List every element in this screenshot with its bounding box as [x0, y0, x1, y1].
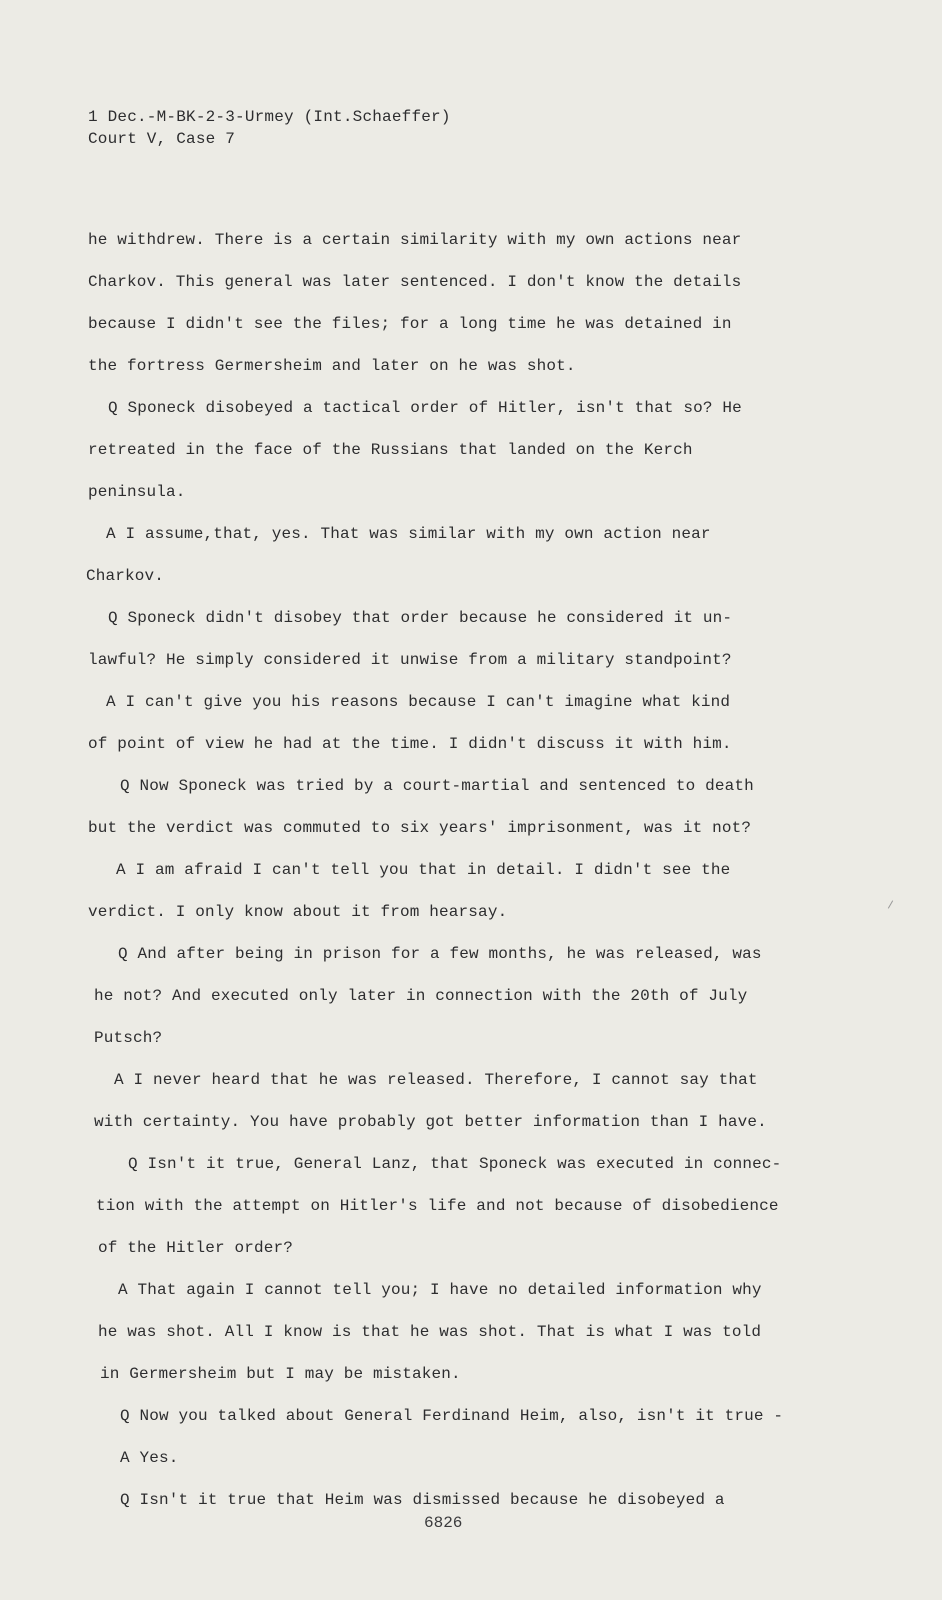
transcript-line: Q Now Sponeck was tried by a court-martial and sentenced to death — [120, 777, 754, 795]
transcript-line: peninsula. — [88, 483, 186, 501]
transcript-line: Q Isn't it true that Heim was dismissed because he disobeyed a — [120, 1491, 725, 1509]
transcript-line: A I never heard that he was released. Therefore, I cannot say that — [114, 1071, 758, 1089]
transcript-line: he withdrew. There is a certain similarity with my own actions near — [88, 231, 742, 249]
transcript-line: lawful? He simply considered it unwise from a military standpoint? — [88, 651, 732, 669]
transcript-line: because I didn't see the files; for a long time he was detained in — [88, 315, 732, 333]
header — [88, 106, 451, 150]
transcript-line: with certainty. You have probably got better information than I have. — [94, 1113, 767, 1131]
transcript-line: Charkov. This general was later sentenced. I don't know the details — [88, 273, 742, 291]
transcript-line: Q Now you talked about General Ferdinand Heim, also, isn't it true - — [120, 1407, 784, 1425]
transcript-line: in Germersheim but I may be mistaken. — [100, 1365, 461, 1383]
transcript-line: A I assume,that, yes. That was similar with my own action near — [106, 525, 711, 543]
transcript-line: A That again I cannot tell you; I have no detailed information why — [118, 1281, 762, 1299]
transcript-line: A I can't give you his reasons because I can't imagine what kind — [106, 693, 731, 711]
transcript-line: A I am afraid I can't tell you that in detail. I didn't see the — [116, 861, 731, 879]
transcript-line: verdict. I only know about it from hearsay. — [88, 903, 508, 921]
transcript-line: A Yes. — [120, 1449, 179, 1467]
transcript-line: of point of view he had at the time. I didn't discuss it with him. — [88, 735, 732, 753]
transcript-line: he not? And executed only later in connection with the 20th of July — [94, 987, 748, 1005]
transcript-line: he was shot. All I know is that he was shot. That is what I was told — [98, 1323, 762, 1341]
transcript-line: Q Sponeck disobeyed a tactical order of Hitler, isn't that so? He — [108, 399, 742, 417]
transcript-line: but the verdict was commuted to six years' imprisonment, was it not? — [88, 819, 752, 837]
transcript-line: Putsch? — [94, 1029, 163, 1047]
transcript-line: tion with the attempt on Hitler's life and not because of disobedience — [96, 1197, 779, 1215]
transcript-line: Charkov. — [86, 567, 165, 585]
transcript-line: Q Isn't it true, General Lanz, that Sponeck was executed in connec- — [128, 1155, 782, 1173]
transcript-line: Q Sponeck didn't disobey that order because he considered it un- — [108, 609, 733, 627]
transcript-line: the fortress Germersheim and later on he was shot. — [88, 357, 576, 375]
transcript-line: Q And after being in prison for a few months, he was released, was — [118, 945, 762, 963]
header-court-line: Court V, Case 7 — [88, 130, 236, 148]
transcript-line: of the Hitler order? — [98, 1239, 294, 1257]
paper-mark — [888, 900, 893, 908]
page-number: 6826 — [424, 1514, 463, 1532]
transcript-line: retreated in the face of the Russians that landed on the Kerch — [88, 441, 693, 459]
header-session-line: 1 Dec.-M-BK-2-3-Urmey (Int.Schaeffer) — [88, 108, 451, 126]
